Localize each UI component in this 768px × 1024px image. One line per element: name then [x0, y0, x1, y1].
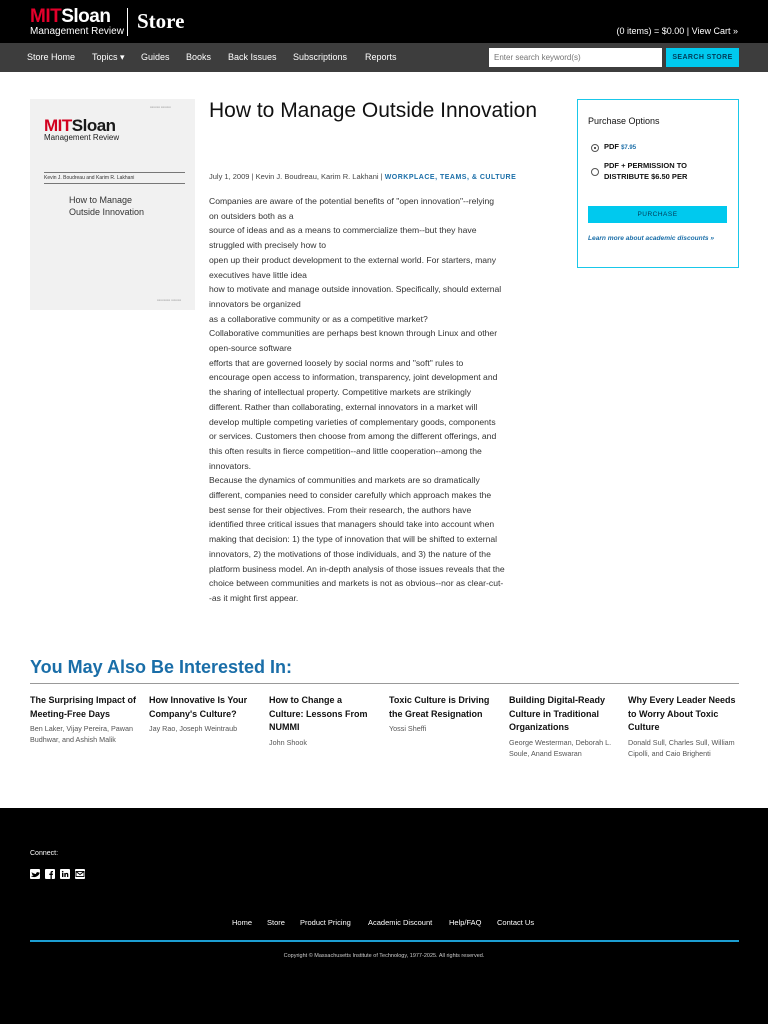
footer-link-product-pricing[interactable]: Product Pricing — [300, 918, 351, 927]
site-footer — [0, 808, 768, 1024]
description-line: open up their product development to the external world. For starters, many — [209, 254, 497, 265]
nav-guides[interactable]: Guides — [141, 52, 170, 62]
description-line: how to motivate and manage outside innovation. Specifically, should external — [209, 284, 502, 295]
pdf-permission-radio[interactable] — [591, 168, 599, 176]
description-line: making that decision: 1) the type of innovation that will be shifted to external — [209, 534, 498, 545]
related-item-title[interactable]: Building Digital-Ready Culture in Traditional Organizations — [509, 695, 606, 732]
linkedin-icon[interactable] — [60, 869, 70, 879]
description-line: encourage open access to information, transparency, joint development and — [209, 372, 498, 383]
nav-back-issues[interactable]: Back Issues — [228, 52, 277, 62]
description-line: develop multiple competing varieties of complementary goods, components — [209, 416, 496, 427]
related-item-authors: Jay Rao, Joseph Weintraub — [149, 724, 238, 733]
pdf-option-label[interactable]: PDF $7.95 — [604, 142, 637, 151]
topic-link[interactable]: WORKPLACE, TEAMS, & CULTURE — [384, 174, 517, 181]
related-divider — [30, 683, 739, 684]
nav-subscriptions[interactable]: Subscriptions — [293, 52, 348, 62]
related-item-title[interactable]: Toxic Culture is Driving the Great Resignation — [389, 695, 490, 719]
description-line: different, companies need to consider carefully which approach makes the — [209, 490, 492, 501]
related-item-title[interactable]: How to Change a Culture: Lessons From NUMMI — [269, 695, 368, 732]
related-item-authors: Donald Sull, Charles Sull, William Cipolli, and Caio Brighenti — [628, 737, 735, 758]
footer-link-help-faq[interactable]: Help/FAQ — [449, 918, 482, 927]
nav-topics[interactable]: Topics ▾ — [92, 52, 125, 62]
twitter-icon[interactable] — [30, 869, 40, 879]
description-line: innovators, 2) the motivations of those individuals, and 3) the nature of the — [209, 548, 491, 559]
description-line: or services. Customers then choose from among the different offerings, and — [209, 431, 497, 442]
description-line: Collaborative communities are perhaps best known through Linux and other — [209, 328, 498, 339]
purchase-button[interactable]: PURCHASE — [588, 206, 727, 223]
logo-subtitle: Management Review — [30, 26, 124, 37]
mit-sloan-logo[interactable] — [30, 8, 124, 37]
facebook-icon[interactable] — [45, 869, 55, 879]
email-icon[interactable] — [75, 869, 85, 879]
related-item — [389, 694, 497, 734]
pdf-radio[interactable] — [591, 144, 599, 152]
description-line: the sharing of intellectual property. Competitive markets are strikingly — [209, 387, 472, 398]
nav-store-home[interactable]: Store Home — [27, 52, 76, 62]
cover-rule-bottom — [44, 183, 185, 184]
footer-link-academic-discount[interactable]: Academic Discount — [368, 918, 433, 927]
footer-link-store[interactable]: Store — [267, 918, 285, 927]
academic-discount-link[interactable]: Learn more about academic discounts » — [588, 235, 715, 242]
description-line: this often results in fierce competition--and little cooperation--among the — [209, 445, 482, 456]
cover-authors: Kevin J. Boudreau and Karim R. Lakhani — [44, 175, 135, 181]
article-title: How to Manage Outside Innovation — [209, 99, 538, 122]
cover-title: How to Manage Outside Innovation — [69, 195, 145, 217]
related-item-authors: John Shook — [269, 737, 307, 747]
related-item-title[interactable]: Why Every Leader Needs to Worry About Toxic Culture — [628, 695, 736, 732]
article-description — [209, 194, 559, 606]
description-line: source of ideas and as a means to commercialize them--but they have — [209, 225, 477, 236]
copyright-text: Copyright © Massachusetts Institute of Technology, 1977-2025. All rights reserved. — [283, 953, 485, 959]
store-label[interactable]: Store — [137, 9, 185, 33]
description-line: as a collaborative community or as a competitive market? — [209, 313, 428, 324]
cart-link[interactable]: (0 items) = $0.00 | View Cart » — [616, 26, 738, 36]
article-authors: Kevin J. Boudreau, Karim R. Lakhani — [255, 172, 379, 181]
cover-rule-top — [44, 172, 185, 173]
footer-link-home[interactable]: Home — [232, 918, 253, 927]
search-store-button[interactable]: SEARCH STORE — [666, 48, 739, 67]
purchase-options-title: Purchase Options — [588, 116, 660, 126]
logo-wordmark: MITSloan — [30, 6, 111, 27]
related-item-title[interactable]: The Surprising Impact of Meeting-Free Days — [30, 695, 137, 719]
related-heading: You May Also Be Interested In: — [30, 657, 293, 677]
article-date: July 1, 2009 — [209, 172, 250, 181]
connect-label: Connect: — [30, 850, 59, 857]
logo-divider — [127, 8, 128, 36]
footer-divider — [30, 940, 739, 942]
description-line: platform business model. An in-depth analysis of those issues reveals that the — [209, 563, 505, 574]
description-line: choice between communities and markets is not as obvious--nor as clear-cut- — [209, 578, 504, 589]
description-line: Because the dynamics of communities and markets are so dramatically — [209, 475, 480, 486]
cover-issue-mark: ▭▭▭ ▭▭▭ — [150, 105, 171, 109]
article-byline: July 1, 2009 | Kevin J. Boudreau, Karim R. Lakhani | WORKPLACE, TEAMS, & CULTURE — [209, 172, 517, 181]
description-line: Companies are aware of the potential benefits of "open innovation"--relying — [209, 196, 495, 206]
description-line: innovators be organized — [209, 298, 301, 309]
related-item — [149, 694, 257, 734]
description-line: on outsiders both as a — [209, 210, 294, 221]
description-line: identified three critical issues that managers should take into account when — [209, 519, 495, 530]
description-line: -as it might first appear. — [209, 592, 299, 603]
description-line: executives have little idea — [209, 269, 307, 280]
related-item-authors: Yossi Sheffi — [389, 724, 427, 733]
description-line: innovators. — [209, 460, 252, 471]
related-item-authors: Ben Laker, Vijay Pereira, Pawan Budhwar, and Ashish Malik — [30, 724, 133, 744]
cover-logo: MITSloan — [44, 116, 116, 135]
purchase-options-panel — [577, 99, 739, 268]
related-item — [30, 694, 138, 745]
nav-books[interactable]: Books — [186, 52, 212, 62]
pdf-permission-option-label[interactable]: PDF + PERMISSION TO DISTRIBUTE $6.50 PER — [604, 161, 688, 181]
product-cover-image — [30, 99, 195, 310]
description-line: different. Rather than collaborating, external innovators in a market will — [209, 401, 478, 412]
related-item-title[interactable]: How Innovative Is Your Company's Culture? — [149, 695, 248, 719]
description-line: open-source software — [209, 343, 292, 354]
pdf-price: $7.95 — [621, 145, 637, 151]
description-line: best sense for their objectives. From their research, the authors have — [209, 504, 472, 515]
nav-reports[interactable]: Reports — [365, 52, 397, 62]
related-item-authors: George Westerman, Deborah L. Soule, Anand Eswaran — [509, 737, 612, 758]
footer-link-contact-us[interactable]: Contact Us — [497, 918, 535, 927]
top-header — [0, 0, 768, 43]
description-line: struggled with precisely how to — [209, 240, 327, 251]
cover-footer-mark: ▭▭▭▭ ▭▭▭ — [157, 298, 182, 302]
related-item — [628, 694, 736, 759]
cover-logo-subtitle: Management Review — [44, 133, 120, 142]
related-item — [509, 694, 617, 759]
search-input[interactable] — [489, 48, 662, 67]
description-line: efforts that are governed loosely by social norms and "soft" rules to — [209, 357, 464, 368]
related-item — [269, 694, 377, 748]
